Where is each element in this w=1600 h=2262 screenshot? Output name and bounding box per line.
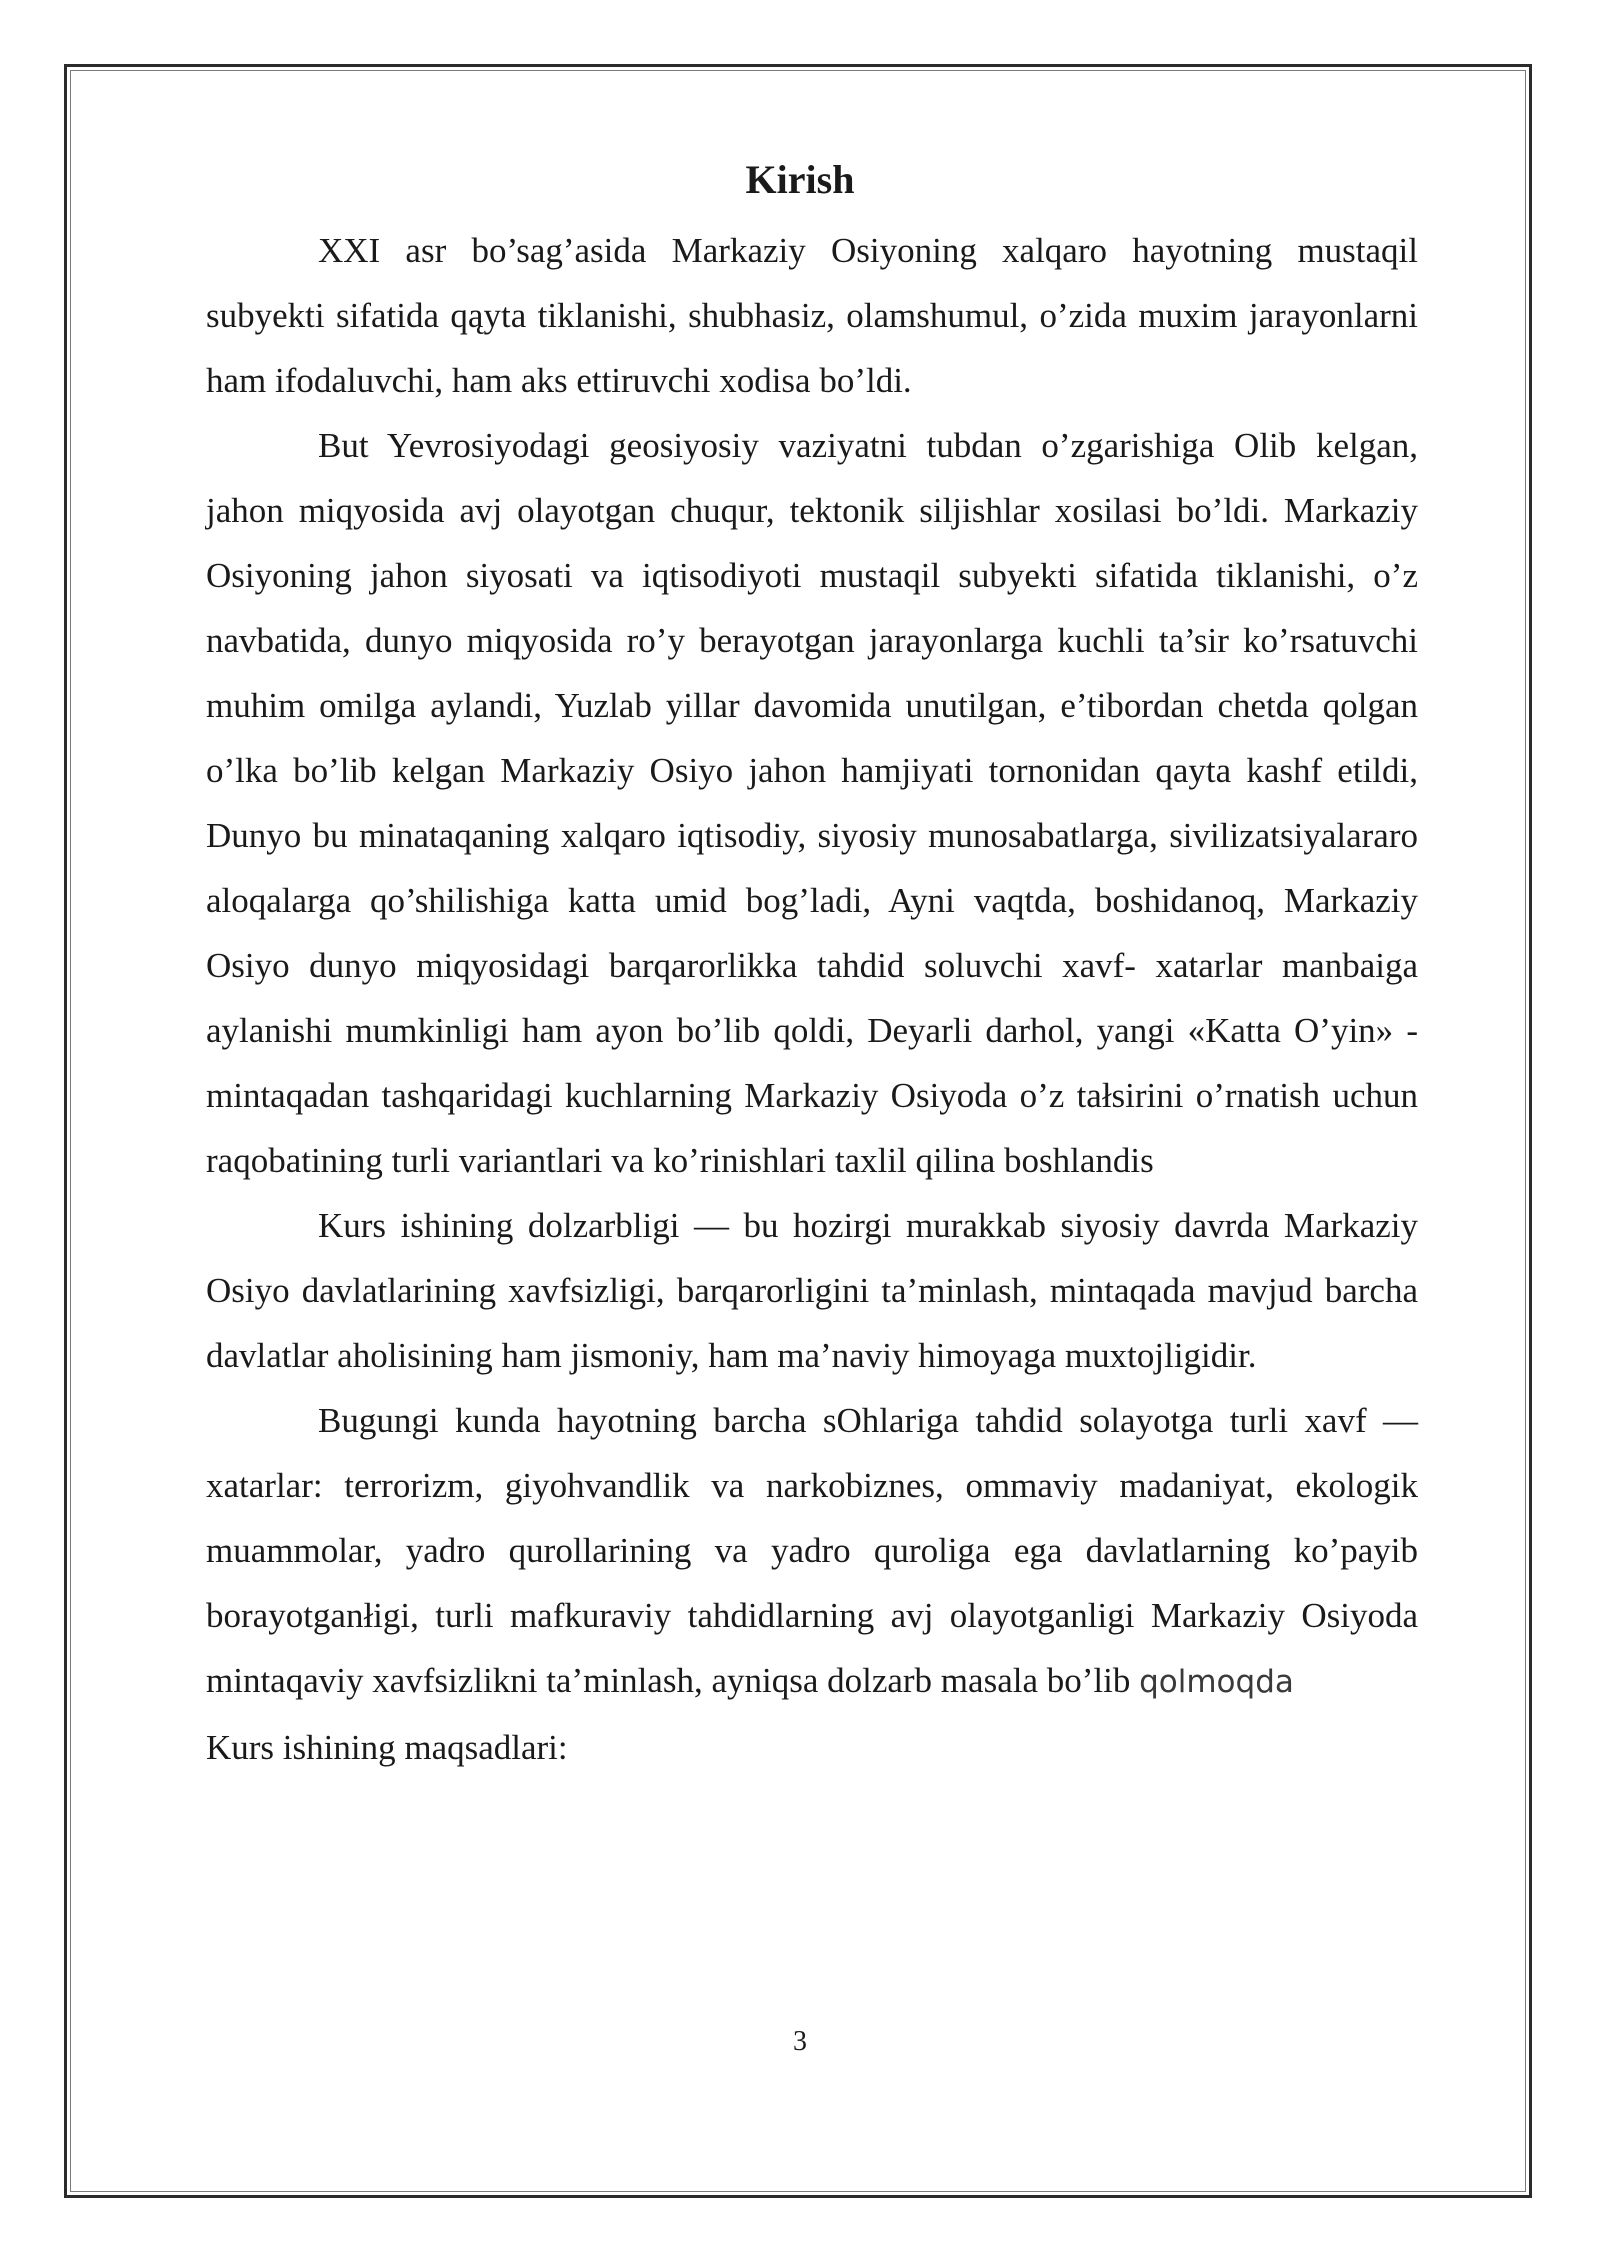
paragraph-threats [206,1388,1418,1715]
page-title: Kirish [745,157,855,202]
paragraph-threats-text: Bugungi kunda hayotning barcha sOhlariga tahdid solayotga turli xavf — xatarlar: terrorizm, giyohvandlik va narkobiznes, ommaviy madaniyat, ekologik muammolar, yadro qurollarining va yadro quroliga ega davlatlarning ko’payib borayotganłigi, turli mafkuraviy tahdidlarning avj olayotganligi Markaziy Osiyoda mintaqaviy xavfsizlikni ta’minlash, ayniqsa dolzarb masala bo’lib [206,1401,1418,1700]
document-body [206,218,1418,1780]
paragraph-geopolitics: But Yevrosiyodagi geosiyosiy vaziyatni tubdan o’zgarishiga Olib kelgan, jahon miqyosida avj olayotgan chuqur, tektonik siljishlar xosilasi bo’ldi. Markaziy Osiyoning jahon siyosati va iqtisodiyoti mustaqil subyekti sifatida tiklanishi, o’z navbatida, dunyo miqyosida ro’y berayotgan jarayonlarga kuchli ta’sir ko’rsatuvchi muhim omilga aylandi, Yuzlab yillar davomida unutilgan, e’tibordan chetda qolgan o’lka bo’lib kelgan Markaziy Osiyo jahon hamjiyati tornonidan qayta kashf etildi, Dunyo bu minataqaning xalqaro iqtisodiy, siyosiy munosabatlarga, sivilizatsiyalararo aloqalarga qo’shilishiga katta umid bog’ladi, Ayni vaqtda, boshidanoq, Markaziy Osiyo dunyo miqyosidagi barqarorlikka tahdid soluvchi xavf- xatarlar manbaiga aylanishi mumkinligi ham ayon bo’lib qoldi, Deyarli darhol, yangi «Katta O’yin» - mintaqadan tashqaridagi kuchlarning Markaziy Osiyoda o’z tałsirini o’rnatish uchun raqobatining turli variantlari va ko’rinishlari taxlil qilina boshlandis [206,426,1418,1180]
paragraph-intro: XXI asr bo’sag’asida Markaziy Osiyoning xalqaro hayotning mustaqil subyekti sifatida qąyta tiklanishi, shubhasiz, olamshumul, o’zida muxim jarayonlarni ham ifodaluvchi, ham aks ettiruvchi xodisa bo’ldi. [206,231,1418,400]
page-number: 3 [793,2026,807,2057]
paragraph-relevance: Kurs ishining dolzarbligi — bu hozirgi murakkab siyosiy davrda Markaziy Osiyo davlatlarining xavfsizligi, barqarorligini ta’minlash, mintaqada mavjud barcha davlatlar aholisining ham jismoniy, ham ma’naviy himoyaga muxtojligidir. [206,1206,1418,1375]
goals-heading: Kurs ishining maqsadlari: [206,1728,568,1767]
paragraph-threats-tail: qolmoqda [1139,1664,1294,1700]
